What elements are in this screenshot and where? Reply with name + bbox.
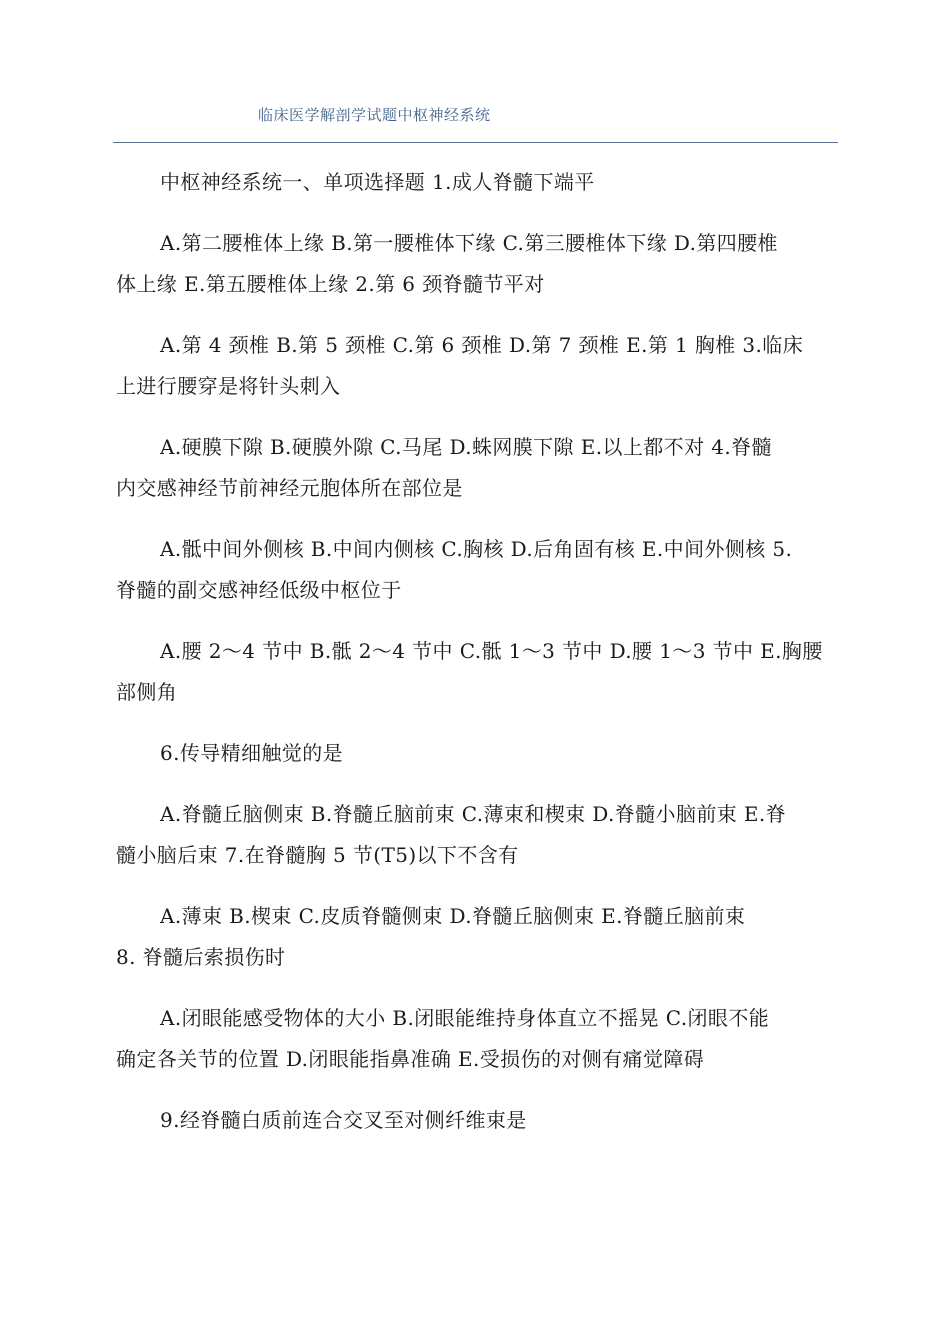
paragraph	[116, 631, 838, 713]
paragraph	[116, 529, 838, 611]
paragraph	[116, 733, 838, 774]
header-divider	[113, 142, 838, 143]
paragraph	[116, 427, 838, 509]
text-line: 8. 脊髓后索损伤时	[116, 945, 286, 969]
text-line: A.闭眼能感受物体的大小 B.闭眼能维持身体直立不摇晃 C.闭眼不能	[160, 1006, 770, 1030]
text-line: 中枢神经系统一、单项选择题 1.成人脊髓下端平	[160, 170, 595, 194]
text-line: A.薄束 B.楔束 C.皮质脊髓侧束 D.脊髓丘脑侧束 E.脊髓丘脑前束	[160, 904, 746, 928]
text-line: 体上缘 E.第五腰椎体上缘 2.第 6 颈脊髓节平对	[116, 272, 545, 296]
text-line: A.骶中间外侧核 B.中间内侧核 C.胸核 D.后角固有核 E.中间外侧核 5.	[160, 537, 793, 561]
paragraph	[116, 794, 838, 876]
paragraph	[116, 896, 838, 978]
paragraph	[116, 223, 838, 305]
text-line: 脊髓的副交感神经低级中枢位于	[116, 578, 402, 602]
text-line: 确定各关节的位置 D.闭眼能指鼻准确 E.受损伤的对侧有痛觉障碍	[116, 1047, 705, 1071]
paragraph	[116, 325, 838, 407]
text-line: A.腰 2～4 节中 B.骶 2～4 节中 C.骶 1～3 节中 D.腰 1～3 节中 E.胸腰	[160, 639, 823, 663]
running-header: 临床医学解剖学试题中枢神经系统	[258, 106, 491, 124]
text-line: 部侧角	[116, 680, 178, 704]
text-line: 6.传导精细触觉的是	[160, 741, 344, 765]
text-line: 9.经脊髓白质前连合交叉至对侧纤维束是	[160, 1108, 527, 1132]
paragraph	[116, 1100, 838, 1141]
text-line: 髓小脑后束 7.在脊髓胸 5 节(T5)以下不含有	[116, 843, 519, 867]
text-line: A.硬膜下隙 B.硬膜外隙 C.马尾 D.蛛网膜下隙 E.以上都不对 4.脊髓	[160, 435, 772, 459]
text-line: 内交感神经节前神经元胞体所在部位是	[116, 476, 463, 500]
text-line: A.第二腰椎体上缘 B.第一腰椎体下缘 C.第三腰椎体下缘 D.第四腰椎	[160, 231, 778, 255]
text-line: A.脊髓丘脑侧束 B.脊髓丘脑前束 C.薄束和楔束 D.脊髓小脑前束 E.脊	[160, 802, 787, 826]
text-line: 上进行腰穿是将针头刺入	[116, 374, 341, 398]
text-line: A.第 4 颈椎 B.第 5 颈椎 C.第 6 颈椎 D.第 7 颈椎 E.第 1 胸椎 3.临床	[160, 333, 804, 357]
document-body	[116, 162, 838, 1161]
paragraph	[116, 998, 838, 1080]
paragraph	[116, 162, 838, 203]
